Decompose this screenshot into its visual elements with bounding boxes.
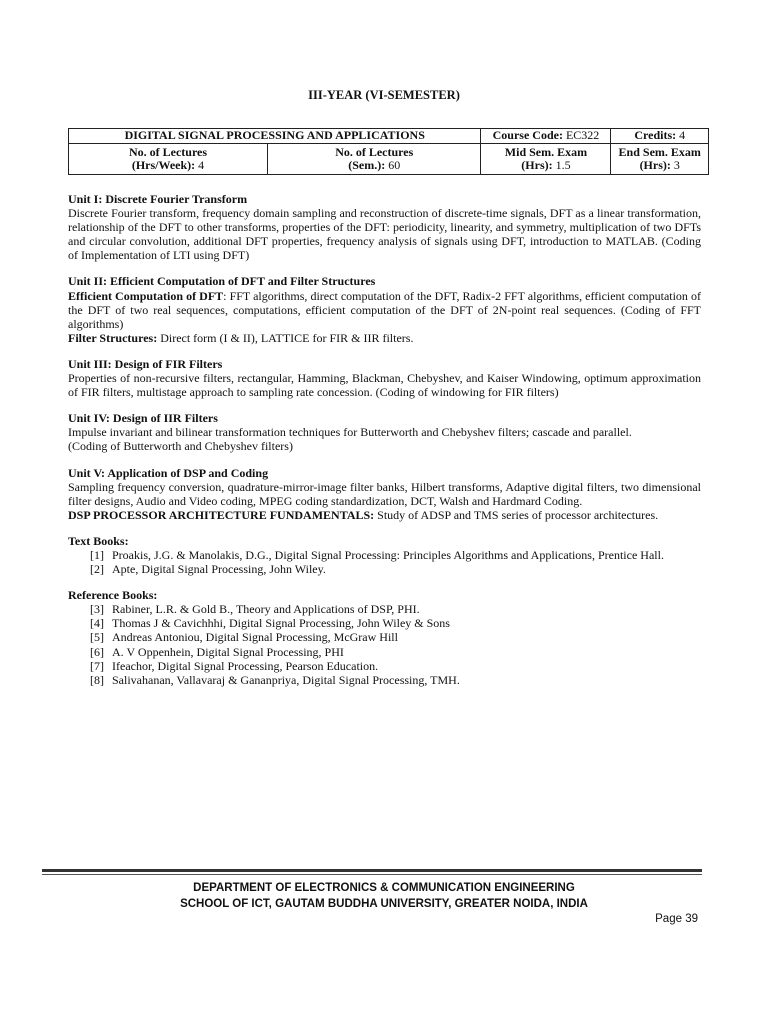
ref-number: [4] — [90, 616, 104, 631]
unit-text: Sampling frequency conversion, quadrature-mirror-image filter banks, Hilbert transforms, Adaptive digital filters, two dimensional filter designs, Audio and Video coding, MPEG coding standardization, DCT, Walsh and Hardmard Coding. — [68, 479, 701, 508]
end-sem-value: 3 — [673, 158, 680, 172]
unit-section — [68, 466, 701, 522]
unit-section — [68, 274, 701, 344]
lectures-week-label: No. of Lectures — [128, 144, 208, 159]
credits-value: 4 — [679, 128, 686, 143]
list-item — [68, 630, 701, 644]
list-item — [68, 602, 701, 616]
credits-cell — [611, 129, 709, 144]
ref-text: Andreas Antoniou, Digital Signal Processing, McGraw Hill — [112, 630, 398, 645]
list-item — [68, 659, 701, 673]
lectures-sem-value: 60 — [388, 158, 401, 172]
course-code-label: Course Code: — [492, 128, 563, 143]
course-table-row — [69, 144, 709, 175]
reference-books-list — [68, 602, 701, 687]
ref-number: [5] — [90, 630, 104, 645]
footer-divider — [42, 874, 702, 875]
text-books-title: Text Books: — [68, 533, 129, 548]
unit-title: Unit IV: Design of IIR Filters — [68, 411, 218, 426]
ref-text: A. V Oppenhein, Digital Signal Processing, PHI — [112, 644, 344, 659]
unit-section — [68, 192, 701, 262]
lectures-sem-label: No. of Lectures — [335, 144, 414, 159]
ref-text: Apte, Digital Signal Processing, John Wiley. — [112, 562, 326, 577]
ref-number: [6] — [90, 644, 104, 659]
ref-text: Proakis, J.G. & Manolakis, D.G., Digital Signal Processing: Principles Algorithms and Applications, Prentice Hall. — [112, 547, 664, 562]
unit-text — [68, 331, 701, 345]
mid-sem-value: 1.5 — [555, 158, 571, 172]
end-sem-label: End Sem. Exam — [618, 144, 701, 159]
course-code: EC322 — [565, 128, 600, 143]
syllabus-body — [68, 192, 701, 687]
unit-title: Unit I: Discrete Fourier Transform — [68, 192, 248, 206]
mid-sem-label: Mid Sem. Exam — [504, 144, 588, 159]
page-heading: III-YEAR (VI-SEMESTER) — [308, 88, 460, 102]
credits-label: Credits: — [634, 128, 677, 143]
list-item — [68, 562, 701, 576]
reference-books-title: Reference Books: — [68, 588, 158, 603]
unit-lead: Filter Structures: — [68, 330, 158, 345]
unit-title: Unit III: Design of FIR Filters — [68, 356, 223, 371]
ref-text: Thomas J & Cavichhhi, Digital Signal Processing, John Wiley & Sons — [112, 616, 450, 631]
page-number: Page 39 — [655, 913, 698, 925]
unit-text — [68, 508, 701, 522]
course-title: DIGITAL SIGNAL PROCESSING AND APPLICATIONS — [69, 129, 481, 144]
page-footer — [0, 880, 768, 912]
unit-text: (Coding of Butterworth and Chebyshev filters) — [68, 439, 293, 454]
unit-title: Unit II: Efficient Computation of DFT and Filter Structures — [68, 274, 376, 289]
unit-text-part: Direct form (I & II), LATTICE for FIR & IIR filters. — [157, 330, 414, 345]
unit-section — [68, 357, 701, 399]
footer-divider — [42, 869, 702, 872]
unit-text: Discrete Fourier transform, frequency domain sampling and reconstruction of discrete-time signals, DFT as a linear transformation, relationship of the DFT to other transforms, properties of the DFT: periodicity, linearity, and symmetry, multiplication of two DFTs and circular convolution, additional DFT properties, frequency analysis of signals using DFT, introduction to MATLAB. (Coding of Implementation of LTI using DFT) — [68, 206, 701, 263]
ref-text: Salivahanan, Vallavaraj & Gananpriya, Digital Signal Processing, TMH. — [112, 672, 460, 687]
lectures-sem-cell — [268, 144, 481, 175]
text-books-section — [68, 534, 701, 576]
ref-number: [2] — [90, 562, 104, 577]
list-item — [68, 548, 701, 562]
lectures-sem-unit: (Sem.): — [348, 158, 386, 172]
ref-text: Ifeachor, Digital Signal Processing, Pearson Education. — [112, 658, 379, 673]
unit-text — [68, 289, 701, 331]
lectures-week-unit: (Hrs/Week): — [131, 158, 196, 172]
lectures-week-value: 4 — [198, 158, 205, 172]
text-books-list — [68, 548, 701, 576]
unit-text-part: : FFT algorithms, direct computation of the DFT, Radix-2 FFT algorithms, efficient computation of the DFT of two real sequences, computations, efficient computation of the DFT of 2N-point real sequences. (Coding of FFT algorithms) — [68, 288, 701, 331]
mid-sem-unit: (Hrs): — [521, 158, 553, 172]
footer-school: SCHOOL OF ICT, GAUTAM BUDDHA UNIVERSITY, GREATER NOIDA, INDIA — [180, 898, 588, 910]
unit-lead: DSP PROCESSOR ARCHITECTURE FUNDAMENTALS: — [68, 507, 375, 522]
unit-title: Unit V: Application of DSP and Coding — [68, 465, 269, 480]
course-code-cell — [481, 129, 611, 144]
ref-number: [8] — [90, 672, 104, 687]
end-sem-unit: (Hrs): — [639, 158, 671, 172]
list-item — [68, 673, 701, 687]
unit-text: Properties of non-recursive filters, rectangular, Hamming, Blackman, Chebyshev, and Kaiser Windowing, optimum approximation of FIR filters, multistage approach to sampling rate concession. (Coding of windowing for FIR filters) — [68, 371, 701, 400]
ref-number: [3] — [90, 602, 104, 617]
ref-number: [1] — [90, 547, 104, 562]
unit-lead: Efficient Computation of DFT — [68, 288, 224, 303]
unit-text: Impulse invariant and bilinear transformation techniques for Butterworth and Chebyshev filters; cascade and parallel. — [68, 425, 632, 440]
lectures-week-cell — [69, 144, 268, 175]
ref-text: Rabiner, L.R. & Gold B., Theory and Applications of DSP, PHI. — [112, 602, 420, 617]
reference-books-section — [68, 588, 701, 687]
unit-section — [68, 411, 701, 453]
ref-number: [7] — [90, 658, 104, 673]
end-sem-cell — [611, 144, 709, 175]
footer-department: DEPARTMENT OF ELECTRONICS & COMMUNICATION ENGINEERING — [193, 882, 575, 894]
course-table-row — [69, 129, 709, 144]
list-item — [68, 616, 701, 630]
mid-sem-cell — [481, 144, 611, 175]
course-info-table — [68, 128, 709, 175]
list-item — [68, 645, 701, 659]
unit-text-part: Study of ADSP and TMS series of processor architectures. — [374, 507, 659, 522]
